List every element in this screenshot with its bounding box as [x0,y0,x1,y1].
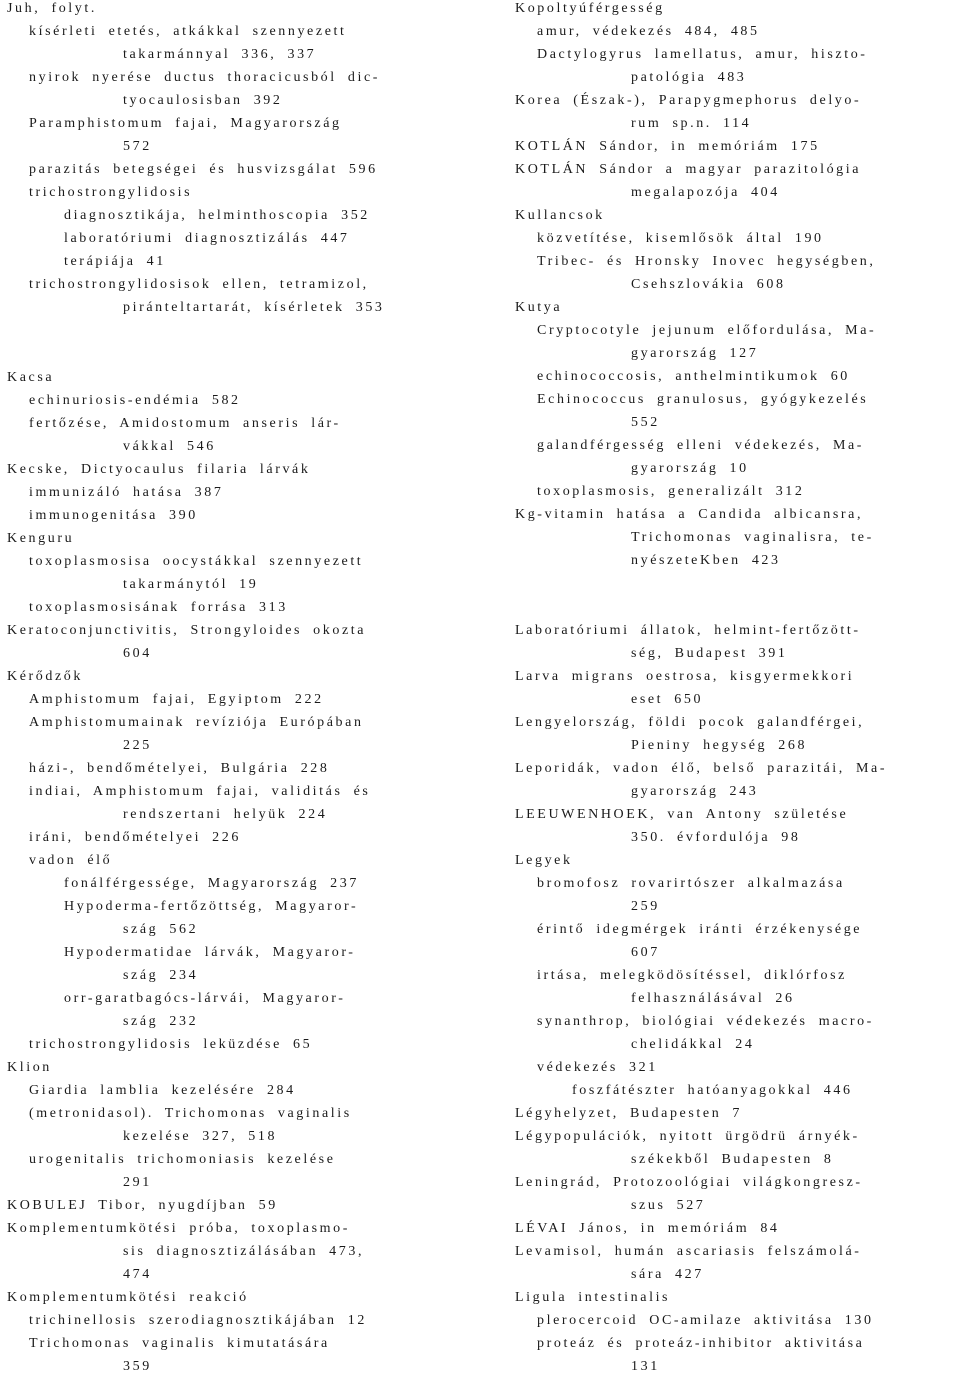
index-line: Keratoconjunctivitis, Strongyloides okozta [7,623,367,638]
index-line: Kopoltyúférgesség [515,1,665,16]
index-line: urogenitalis trichomoniasis kezelése [29,1152,336,1167]
index-line: kísérleti etetés, atkákkal szennyezett [29,24,347,39]
index-line: Levamisol, humán ascariasis felszámolá- [515,1244,862,1259]
index-line: synanthrop, biológiai védekezés macro- [537,1014,874,1029]
index-line: szág 232 [123,1014,199,1029]
index-line: trichostrongylidosis [29,185,193,200]
index-line: kezelése 327, 518 [123,1129,278,1144]
index-line: Kecske, Dictyocaulus filaria lárvák [7,462,311,477]
index-line: Komplementumkötési próba, toxoplasmo- [7,1221,350,1236]
index-line: toxoplasmosisának forrása 313 [29,600,288,615]
index-line: immunogenitása 390 [29,508,198,523]
index-line: Klion [7,1060,52,1075]
index-line: vákkal 546 [123,439,216,454]
index-line: ség, Budapest 391 [631,646,788,661]
index-line: Amphistomum fajai, Egyiptom 222 [29,692,324,707]
index-line: 359 [123,1359,152,1374]
index-line: Kutya [515,300,563,315]
index-line: Légyhelyzet, Budapesten 7 [515,1106,743,1121]
index-line: Kg-vitamin hatása a Candida albicansra, [515,507,864,522]
index-line: iráni, bendőmételyei 226 [29,830,241,845]
index-line: sára 427 [631,1267,704,1282]
index-line: Leporidák, vadon élő, belső parazitái, Ma- [515,761,888,776]
index-line: Cryptocotyle jejunum előfordulása, Ma- [537,323,877,338]
index-line: Korea (Észak-), Parapygmephorus delyo- [515,93,862,108]
index-line: KOTLÁN Sándor a magyar parazitológia [515,162,862,177]
index-line: nyészeteKben 423 [631,553,781,568]
index-line: Kacsa [7,370,55,385]
index-line: piránteltartarát, kísérletek 353 [123,300,385,315]
index-line: KOTLÁN Sándor, in memóriám 175 [515,139,820,154]
index-line: plerocercoid OC-amilaze aktivitása 130 [537,1313,874,1328]
index-line: trichinellosis szerodiagnosztikájában 12 [29,1313,367,1328]
index-line: érintő idegmérgek iránti érzékenysége [537,922,863,937]
index-line: trichostrongylidosisok ellen, tetramizol, [29,277,369,292]
index-line: házi-, bendőmételyei, Bulgária 228 [29,761,330,776]
index-line: proteáz és proteáz-inhibitor aktivitása [537,1336,865,1351]
index-line: (metronidasol). Trichomonas vaginalis [29,1106,352,1121]
index-line: LEEUWENHOEK, van Antony születése [515,807,849,822]
index-line: szág 234 [123,968,199,983]
index-line: szág 562 [123,922,199,937]
index-line: Amphistomumainak revíziója Európában [29,715,364,730]
index-line: Komplementumkötési reakció [7,1290,249,1305]
index-line: Kérődzők [7,669,84,684]
index-line: szus 527 [631,1198,706,1213]
index-line: amur, védekezés 484, 485 [537,24,760,39]
index-line: trichostrongylidosis leküzdése 65 [29,1037,313,1052]
index-line: Juh, folyt. [7,1,97,16]
index-line: 572 [123,139,152,154]
index-line: közvetítése, kisemlősök által 190 [537,231,824,246]
index-line: rendszertani helyük 224 [123,807,328,822]
index-line: laboratóriumi diagnosztizálás 447 [64,231,350,246]
index-line: Echinococcus granulosus, gyógykezelés [537,392,869,407]
index-line: 604 [123,646,152,661]
index-line: fonálférgessége, Magyarország 237 [64,876,359,891]
index-line: 350. évfordulója 98 [631,830,801,845]
index-line: Laboratóriumi állatok, helmint-fertőzött- [515,623,861,638]
index-line: LÉVAI János, in memóriám 84 [515,1221,780,1236]
index-line: gyarország 127 [631,346,759,361]
index-line: eset 650 [631,692,704,707]
index-line: Lengyelország, földi pocok galandférgei, [515,715,865,730]
index-line: irtása, melegködösítéssel, diklórfosz [537,968,847,983]
index-line: terápiája 41 [64,254,166,269]
index-line: orr-garatbagócs-lárvái, Magyaror- [64,991,346,1006]
index-line: Larva migrans oestrosa, kisgyermekkori [515,669,855,684]
index-line: Trichomonas vaginalis kimutatására [29,1336,330,1351]
index-line: toxoplasmosis, generalizált 312 [537,484,805,499]
index-line: 291 [123,1175,152,1190]
index-line: Hypodermatidae lárvák, Magyaror- [64,945,356,960]
index-line: 474 [123,1267,152,1282]
index-line: 607 [631,945,660,960]
index-line: patológia 483 [631,70,747,85]
index-line: Kullancsok [515,208,605,223]
index-line: megalapozója 404 [631,185,780,200]
index-line: Leningrád, Protozoológiai világkongresz- [515,1175,863,1190]
index-line: sis diagnosztizálásában 473, [123,1244,365,1259]
index-line: parazitás betegségei és husvizsgálat 596 [29,162,378,177]
index-line: foszfátészter hatóanyagokkal 446 [572,1083,853,1098]
index-line: immunizáló hatása 387 [29,485,224,500]
index-line: Dactylogyrus lamellatus, amur, hiszto- [537,47,868,62]
index-line: echinococcosis, anthelmintikumok 60 [537,369,850,384]
index-line: indiai, Amphistomum fajai, validitás és [29,784,371,799]
index-line: rum sp.n. 114 [631,116,752,131]
index-line: Trichomonas vaginalisra, te- [631,530,874,545]
index-line: takarmánytól 19 [123,577,259,592]
index-line: chelidákkal 24 [631,1037,755,1052]
index-line: Kenguru [7,531,75,546]
index-line: toxoplasmosisa oocystákkal szennyezett [29,554,364,569]
index-line: KOBULEJ Tibor, nyugdíjban 59 [7,1198,278,1213]
index-line: Paramphistomum fajai, Magyarország [29,116,342,131]
index-line: gyarország 243 [631,784,759,799]
index-line: székekből Budapesten 8 [631,1152,834,1167]
index-line: fertőzése, Amidostomum anseris lár- [29,416,341,431]
index-line: Giardia lamblia kezelésére 284 [29,1083,296,1098]
index-line: diagnosztikája, helminthoscopia 352 [64,208,370,223]
index-line: Csehszlovákia 608 [631,277,786,292]
index-line: takarmánnyal 336, 337 [123,47,317,62]
index-line: Tribec- és Hronsky Inovec hegységben, [537,254,876,269]
index-line: Legyek [515,853,573,868]
index-line: 131 [631,1359,660,1374]
index-line: vadon élő [29,853,113,868]
index-line: 552 [631,415,660,430]
index-line: 259 [631,899,660,914]
index-line: echinuriosis-endémia 582 [29,393,241,408]
index-line: Hypoderma-fertőzöttség, Magyaror- [64,899,359,914]
index-line: nyirok nyerése ductus thoracicusból dic- [29,70,381,85]
index-line: galandférgesség elleni védekezés, Ma- [537,438,865,453]
index-line: gyarország 10 [631,461,749,476]
index-line: Légypopulációk, nyitott ürgödrü árnyék- [515,1129,860,1144]
index-line: Ligula intestinalis [515,1290,671,1305]
index-line: védekezés 321 [537,1060,658,1075]
index-line: tyocaulosisban 392 [123,93,283,108]
index-line: bromofosz rovarirtószer alkalmazása [537,876,845,891]
index-line: felhasználásával 26 [631,991,795,1006]
index-line: Pieniny hegység 268 [631,738,808,753]
index-line: 225 [123,738,152,753]
